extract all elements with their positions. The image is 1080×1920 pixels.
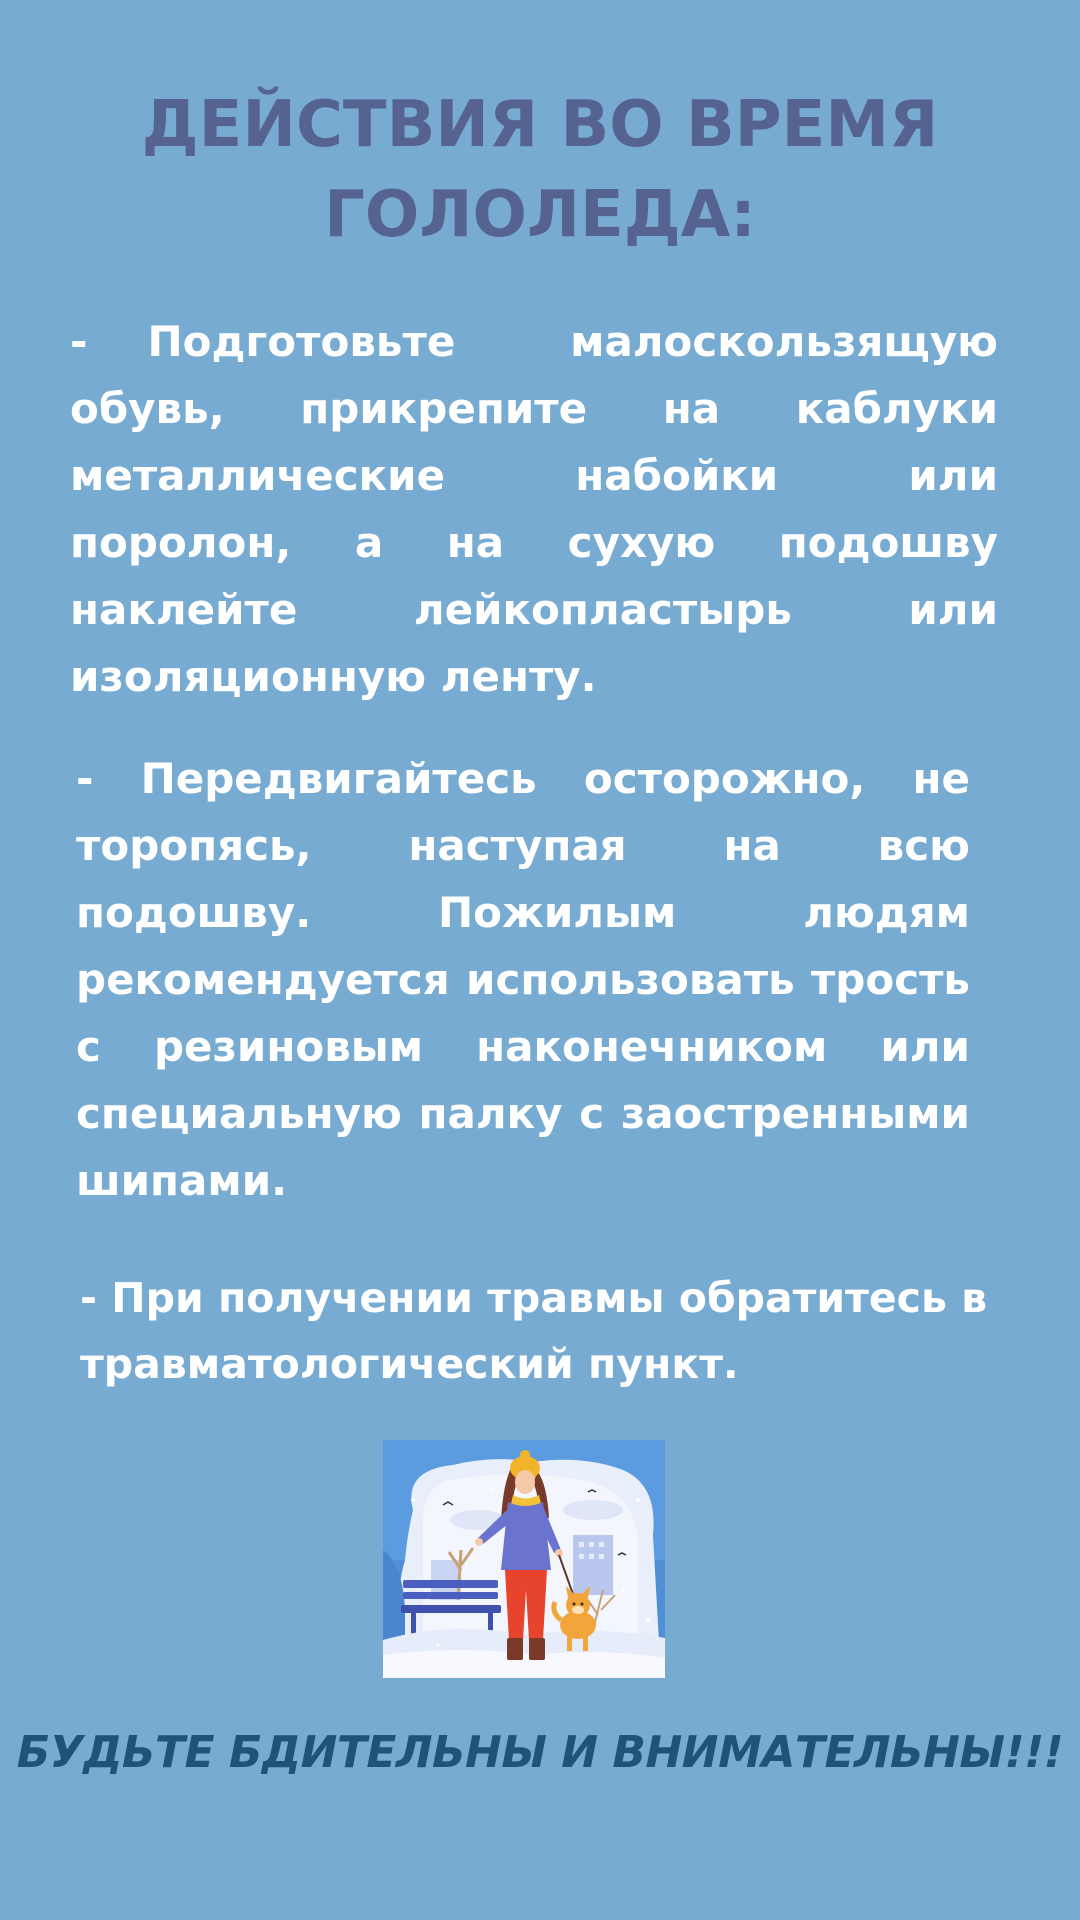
footer-warning: БУДЬТЕ БДИТЕЛЬНЫ И ВНИМАТЕЛЬНЫ!!! (16, 1727, 1064, 1778)
paragraph-1-text: Подготовьте малоскользящую обувь, прикрепите на каблуки металлические набойки или поролон, а на сухую подошву наклейте лейкопластырь или изоляционную ленту. (70, 317, 998, 701)
instruction-paragraph-1 (70, 308, 998, 710)
title-line-1: ДЕЙСТВИЯ ВО ВРЕМЯ (141, 88, 939, 162)
instruction-paragraph-3 (80, 1265, 1020, 1397)
page-title (0, 80, 1080, 260)
woman-walking-dog-winter-icon (383, 1440, 665, 1678)
title-line-2: ГОЛОЛЕДА: (324, 178, 756, 252)
paragraph-2-text: - Передвигайтесь осторожно, не торопясь, наступая на всю подошву. Пожилым людям рекомендуется использовать трость с резиновым наконечником или специальную палку с заостренными шипами. (76, 754, 970, 1205)
paragraph-1-dash: - (70, 317, 88, 366)
instruction-paragraph-2 (76, 745, 970, 1214)
paragraph-3-text: - При получении травмы обратитесь в травматологический пункт. (80, 1274, 988, 1388)
